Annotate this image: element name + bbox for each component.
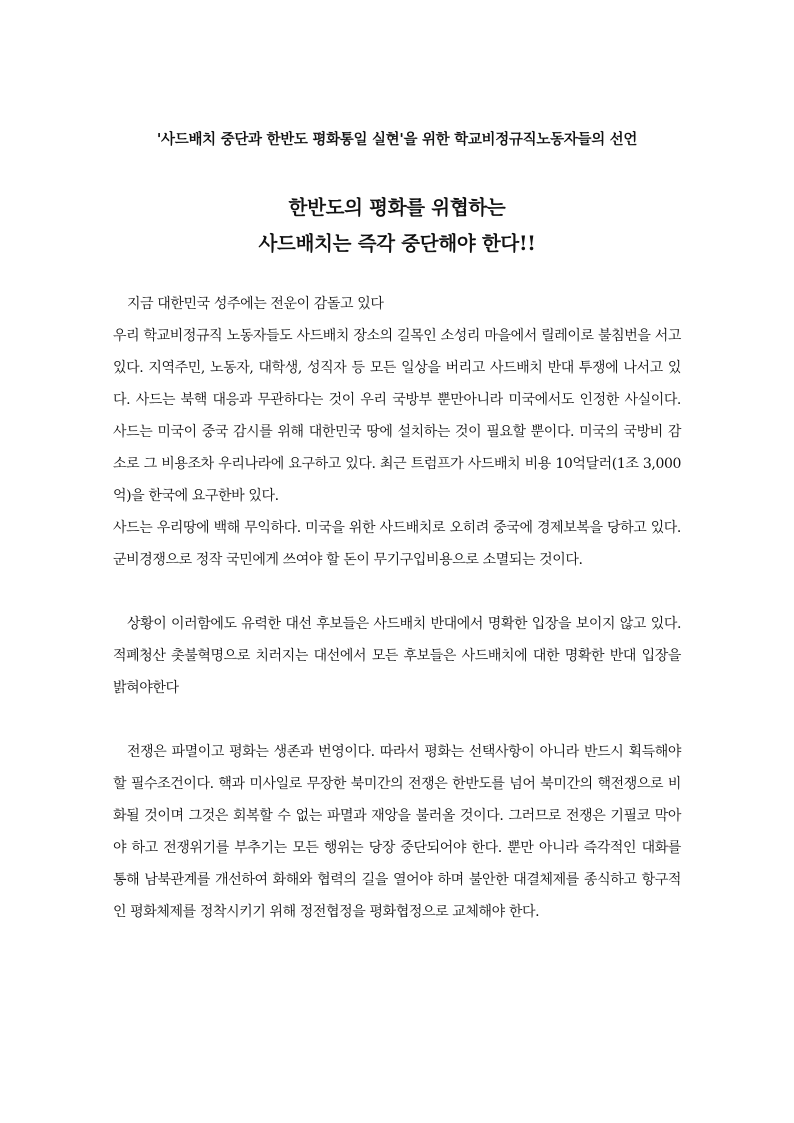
paragraph-3: 사드는 우리땅에 백해 무익하다. 미국을 위한 사드배치로 오히려 중국에 경제보복을 당하고 있다. 군비경쟁으로 정작 국민에게 쓰여야 할 돈이 무기구입비용으로 소멸되는 것이다. [113,520,681,568]
document-title [0,190,794,262]
paragraph-spacer [113,704,681,736]
paragraph-1: 지금 대한민국 성주에는 전운이 감돌고 있다 [127,296,384,312]
title-line-1: 한반도의 평화를 위협하는 [288,196,506,219]
paragraph-4: 상황이 이러함에도 유력한 대선 후보들은 사드배치 반대에서 명확한 입장을 보이지 않고 있다. 적폐청산 촛불혁명으로 치러지는 대선에서 모든 후보들은 사드배치에 대한 명확한 반대 입장을 밝혀야한다 [113,616,681,696]
document-body [113,288,681,928]
paragraph-spacer [113,576,681,608]
paragraph-2: 우리 학교비정규직 노동자들도 사드배치 장소의 길목인 소성리 마을에서 릴레이로 불침번을 서고 있다. 지역주민, 노동자, 대학생, 성직자 등 모든 일상을 버리고 사드배치 반대 투쟁에 나서고 있다. 사드는 북핵 대응과 무관하다는 것이 우리 국방부 뿐만아니라 미국에서도 인정한 사실이다. 사드는 미국이 중국 감시를 위해 대한민국 땅에 설치하는 것이 필요할 뿐이다. 미국의 국방비 감소로 그 비용조차 우리나라에 요구하고 있다. 최근 트럼프가 사드배치 비용 10억달러(1조 3,000억)을 한국에 요구한바 있다. [113,328,681,504]
paragraph-5: 전쟁은 파멸이고 평화는 생존과 번영이다. 따라서 평화는 선택사항이 아니라 반드시 획득해야 할 필수조건이다. 핵과 미사일로 무장한 북미간의 전쟁은 한반도를 넘어 북미간의 핵전쟁으로 비화될 것이며 그것은 회복할 수 없는 파멸과 재앙을 불러올 것이다. 그러므로 전쟁은 기필코 막아야 하고 전쟁위기를 부추기는 모든 행위는 당장 중단되어야 한다. 뿐만 아니라 즉각적인 대화를 통해 남북관계를 개선하여 화해와 협력의 길을 열어야 하며 불안한 대결체제를 종식하고 항구적인 평화체제를 정착시키기 위해 정전협정을 평화협정으로 교체해야 한다. [113,744,681,920]
document-subtitle: '사드배치 중단과 한반도 평화통일 실현'을 위한 학교비정규직노동자들의 선언 [156,131,638,148]
title-line-2: 사드배치는 즉각 중단해야 한다!! [258,232,536,255]
